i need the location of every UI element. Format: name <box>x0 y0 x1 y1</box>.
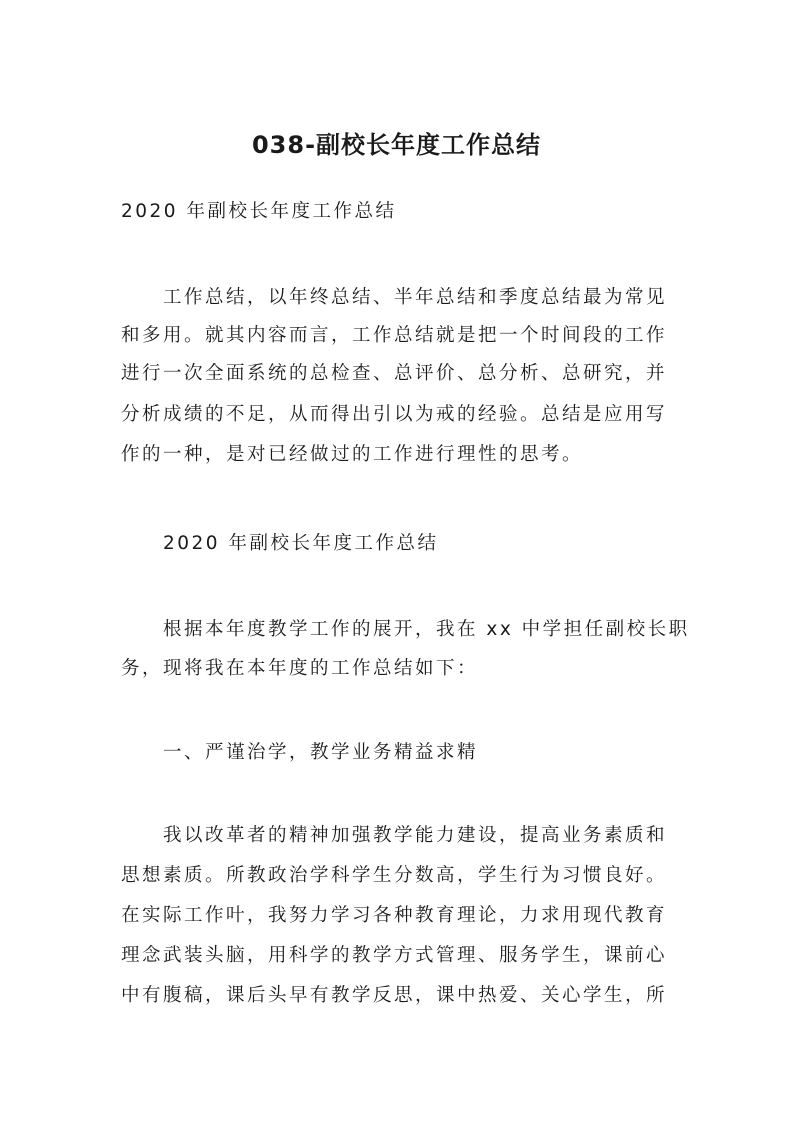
section1-heading: 一、严谨治学，教学业务精益求精 <box>163 742 479 763</box>
document-title: 038-副校长年度工作总结 <box>251 131 542 159</box>
intro-line-4: 分析成绩的不足，从而得出引以为戒的经验。总结是应用写 <box>121 404 668 425</box>
opening-line-1: 根据本年度教学工作的展开，我在 xx 中学担任副校长职 <box>163 619 690 640</box>
section1-line-1: 我以改革者的精神加强教学能力建设，提高业务素质和 <box>163 825 668 846</box>
intro-line-5: 作的一种，是对已经做过的工作进行理性的思考。 <box>121 444 584 465</box>
section1-line-4: 理念武装头脑，用科学的教学方式管理、服务学生，课前心 <box>121 945 668 966</box>
section1-line-2: 思想素质。所教政治学科学生分数高，学生行为习惯良好。 <box>121 865 668 886</box>
intro-line-2: 和多用。就其内容而言，工作总结就是把一个时间段的工作 <box>121 325 668 346</box>
intro-line-1: 工作总结，以年终总结、半年总结和季度总结最为常见 <box>163 287 668 308</box>
section1-line-3: 在实际工作叶，我努力学习各种教育理论，力求用现代教育 <box>121 905 668 926</box>
section1-line-5: 中有腹稿，课后头早有教学反思，课中热爱、关心学生，所 <box>121 985 668 1006</box>
document-subtitle: 2020 年副校长年度工作总结 <box>121 201 397 222</box>
intro-line-3: 进行一次全面系统的总检查、总评价、总分析、总研究，并 <box>121 363 668 384</box>
opening-line-2: 务，现将我在本年度的工作总结如下： <box>121 658 479 679</box>
section-heading: 2020 年副校长年度工作总结 <box>163 533 439 554</box>
